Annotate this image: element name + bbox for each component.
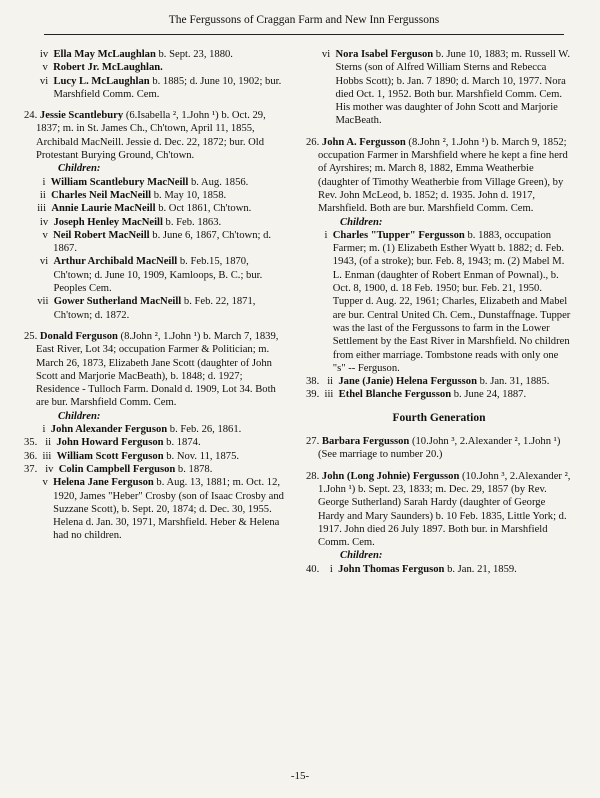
- entry-number: 27.: [306, 436, 322, 448]
- child-entry: [24, 463, 286, 476]
- child-name: Gower Sutherland MacNeill: [53, 296, 182, 308]
- entry-number: 26.: [306, 136, 322, 148]
- child-name: Ethel Blanche Fergusson: [338, 389, 452, 401]
- child-name: Nora Isabel Ferguson: [335, 49, 434, 60]
- child-entry: [24, 423, 286, 436]
- child-name: Charles Neil MacNeill: [51, 189, 152, 201]
- child-details: b. June 10, 1883; m. Russell W. Sterns (son of Alfred William Sterns and Rebecca Hobbs Scott); b. Jan. 7 1890; d. March 10, 1977. Nora died Oct. 1, 1952. Both bur. Marshfield Comm. Cem. His mother was daughter of John Scott and Marjorie MacBeath.: [335, 49, 570, 127]
- left-column: [24, 48, 286, 551]
- child-name: Joseph Henley MacNeill: [53, 216, 163, 228]
- child-entry: [24, 295, 286, 322]
- entry-details: (10.John ³, 2.Alexander ², 1.John ¹) (See marriage to number 20.): [318, 436, 561, 461]
- child-details: b. Oct 1861, Ch'town.: [155, 203, 252, 215]
- page-header: [44, 10, 564, 35]
- entry-number: 25.: [24, 330, 40, 342]
- child-text: [54, 295, 286, 322]
- child-entry: [24, 189, 286, 202]
- entry-24: [24, 109, 286, 322]
- child-details: b. June 24, 1887.: [451, 389, 527, 401]
- child-name: John Howard Ferguson: [56, 437, 164, 449]
- child-entry: [24, 229, 286, 256]
- child-text: [53, 229, 286, 256]
- entry-name: Jessie Scantlebury: [39, 110, 124, 122]
- entry-paragraph: [24, 330, 286, 410]
- child-number: vi: [24, 256, 54, 268]
- child-number: 36. iii: [24, 450, 57, 462]
- child-text: [59, 463, 286, 476]
- entry-name: Donald Ferguson: [39, 330, 118, 342]
- child-number: 35. ii: [24, 437, 57, 449]
- child-entry: [24, 61, 286, 74]
- child-text: [56, 436, 286, 449]
- children-heading: Children:: [58, 163, 101, 175]
- child-name: Helena Jane Ferguson: [53, 477, 154, 489]
- child-number: ii: [24, 189, 52, 201]
- child-details: b. 1878.: [175, 463, 213, 475]
- child-entry: [24, 476, 286, 542]
- child-text: [51, 202, 286, 215]
- child-name: William Scantlebury MacNeill: [50, 176, 189, 188]
- child-details: b. Sept. 23, 1880.: [155, 49, 233, 60]
- child-details: b. Aug. 1856.: [188, 176, 249, 188]
- child-text: [53, 61, 286, 74]
- child-number: i: [24, 424, 51, 436]
- child-entry: [306, 563, 572, 576]
- child-number: v: [24, 477, 54, 489]
- child-details: b. Jan. 31, 1885.: [476, 376, 550, 388]
- entry-details: (8.John ², 1.John ¹) b. March 9, 1852; occupation Farmer in Marshfield where he kept a fine herd of Ayrshires; m. March 8, 1882, Emma Weatherbie (daughter of Timothy Weatherbie from Village Green), by Rev. John McLeod, b. 1852; d. 1935. John d. 1917, Marshfield. Both are bur. Marshfield Comm. Cem.: [318, 136, 568, 215]
- child-details: b. 1874.: [163, 437, 201, 449]
- right-column: [306, 48, 572, 584]
- entry-27: [306, 435, 572, 462]
- child-details: b. Jan. 21, 1859.: [444, 563, 517, 575]
- child-number: vi: [24, 75, 54, 87]
- child-number: iv: [24, 49, 54, 60]
- child-name: Arthur Archibald MacNeill: [53, 256, 178, 268]
- children-heading: Children:: [58, 410, 101, 422]
- child-number: iii: [24, 203, 52, 215]
- entry-25: [24, 330, 286, 543]
- child-details: b. 1883, occupation Farmer; m. (1) Elizabeth Esther Wyatt b. 1882; d. Feb. 1943, (of a stroke); bur. Feb. 8, 1943; m. (2) Mabel M. L. Enman (daughter of Robert Enman of Pownal)., b. Oct. 8, 1900, d. 18 Feb. 1950; bur. Feb. 21, 1950. Tupper d. Aug. 22, 1961; Charles, Elizabeth and Mabel are bur. Central United Ch. Cem., Dunstaffnage. Tupper was the last of the Fergussons to farm in the Lower Settlement by the East River in Marshfield. No children from either marriage. Tombstone reads with only one "s" -- Ferguson.: [332, 229, 571, 374]
- child-name: Colin Campbell Ferguson: [58, 463, 176, 475]
- child-details: b. Feb. 22, 1871, Ch'town; d. 1872.: [53, 296, 256, 321]
- child-entry: [24, 255, 286, 295]
- child-number: vii: [24, 296, 54, 308]
- child-entry: [24, 176, 286, 189]
- child-number: v: [24, 62, 54, 74]
- entry-details: (8.John ², 1.John ¹) b. March 7, 1839, East River, Lot 34; occupation Farmer & Politician; m. March 26, 1873, Elizabeth Jane Scott (daughter of John Scott and Marjorie MacBeath), b. 1848; d. 1927; Residence - Tulloch Farm. Donald d. 1909, Lot 34. Both are bur. Marshfield Comm. Cem.: [36, 330, 279, 409]
- child-text: [51, 423, 286, 436]
- child-entry: [306, 388, 572, 401]
- child-details: b. Nov. 11, 1875.: [163, 450, 240, 462]
- entry-paragraph: [306, 470, 572, 550]
- child-details: b. Aug. 13, 1881; m. Oct. 12, 1920, James "Heber" Crosby (son of Isaac Crosby and Suzzane Scott), b. Sept. 20, 1874; d. Dec. 30, 1955. Helena d. Jan. 30, 1971, Marshfield. Heber & Helena had no children.: [53, 477, 284, 542]
- child-details: b. May 10, 1858.: [151, 189, 227, 201]
- child-text: [338, 375, 572, 388]
- child-name: Neil Robert MacNeill: [53, 229, 150, 241]
- entry-paragraph: [306, 136, 572, 216]
- child-name: Ella May McLaughlan: [53, 49, 156, 60]
- child-entry: [24, 75, 286, 102]
- entry-details: (10.John ³, 2.Alexander ², 1.John ¹) b. Sept. 23, 1833; m. Dec. 29, 1857 (by Rev. George Sutherland) Sarah Hardy (daughter of George Hardy and Mary Saunders) b. 10 Feb. 1835, Little York; d. 1917. John died 26 July 1897. Both bur. in Marshfield Comm. Cem.: [318, 470, 571, 549]
- section-title: Fourth Generation: [392, 411, 486, 424]
- child-number: 40. i: [306, 563, 339, 575]
- child-name: Charles "Tupper" Fergusson: [332, 229, 465, 241]
- child-entry: [306, 229, 572, 375]
- child-text: [338, 563, 572, 576]
- child-number: vi: [306, 49, 336, 60]
- children-heading: Children:: [340, 550, 383, 562]
- child-entry: [24, 202, 286, 215]
- entry-paragraph: [306, 435, 572, 462]
- children-list: [24, 48, 286, 101]
- child-details: b. Feb. 26, 1861.: [167, 424, 242, 436]
- page-number: -15-: [290, 770, 310, 782]
- child-number: 38. ii: [306, 376, 339, 388]
- child-text: [339, 388, 572, 401]
- entry-name: Barbara Fergusson: [321, 436, 410, 448]
- child-text: [335, 48, 572, 128]
- entry-26: [306, 136, 572, 402]
- child-text: [53, 48, 286, 61]
- child-details: b. 1885; d. June 10, 1902; bur. Marshfield Comm. Cem.: [53, 75, 282, 100]
- child-name: William Scott Ferguson: [56, 450, 164, 462]
- child-number: 37. iv: [24, 463, 59, 475]
- entry-number: 24.: [24, 110, 40, 122]
- child-text: [53, 255, 286, 295]
- child-text: [333, 229, 572, 375]
- child-entry: [24, 216, 286, 229]
- child-entry: [24, 436, 286, 449]
- child-number: 39. iii: [306, 389, 339, 401]
- child-details: b. Feb. 1863.: [162, 216, 222, 228]
- child-text: [53, 476, 286, 542]
- child-name: Annie Laurie MacNeill: [51, 203, 156, 215]
- entry-number: 28.: [306, 470, 322, 482]
- child-details: b. June 6, 1867, Ch'town; d. 1867.: [53, 229, 272, 255]
- child-name: Lucy L. McLaughlan: [53, 75, 150, 87]
- children-list: [306, 48, 572, 128]
- child-entry: [24, 48, 286, 61]
- child-name: Robert Jr. McLaughlan.: [53, 62, 163, 74]
- child-number: v: [24, 229, 54, 241]
- entry-paragraph: [24, 109, 286, 162]
- child-entry: [306, 48, 572, 128]
- child-name: Jane (Janie) Helena Fergusson: [338, 376, 477, 388]
- child-number: i: [24, 176, 51, 188]
- child-details: b. Feb.15, 1870, Ch'town; d. June 10, 1909, Kamloops, B. C.; bur. Peoples Cem.: [53, 256, 263, 295]
- children-heading: Children:: [340, 216, 383, 228]
- child-text: [51, 189, 286, 202]
- child-text: [57, 450, 286, 463]
- child-name: John Thomas Ferguson: [338, 563, 445, 575]
- entry-details: (6.Isabella ², 1.John ¹) b. Oct. 29, 1837; m. in St. James Ch., Ch'town, April 11, 1855, Archibald MacNeill. Jessie d. Dec. 22, 1872; bur. Old Protestant Burying Ground, Ch'town.: [36, 110, 266, 162]
- child-entry: [306, 375, 572, 388]
- child-text: [51, 176, 286, 189]
- child-text: [53, 216, 286, 229]
- entry-name: John A. Fergusson: [321, 136, 406, 148]
- running-title: The Fergussons of Craggan Farm and New Inn Fergussons: [168, 14, 440, 26]
- entry-28: [306, 470, 572, 576]
- entry-name: John (Long Johnie) Fergusson: [321, 470, 460, 482]
- child-text: [53, 75, 286, 102]
- child-number: i: [306, 229, 333, 241]
- child-name: John Alexander Ferguson: [50, 424, 168, 436]
- child-entry: [24, 450, 286, 463]
- child-number: iv: [24, 216, 54, 228]
